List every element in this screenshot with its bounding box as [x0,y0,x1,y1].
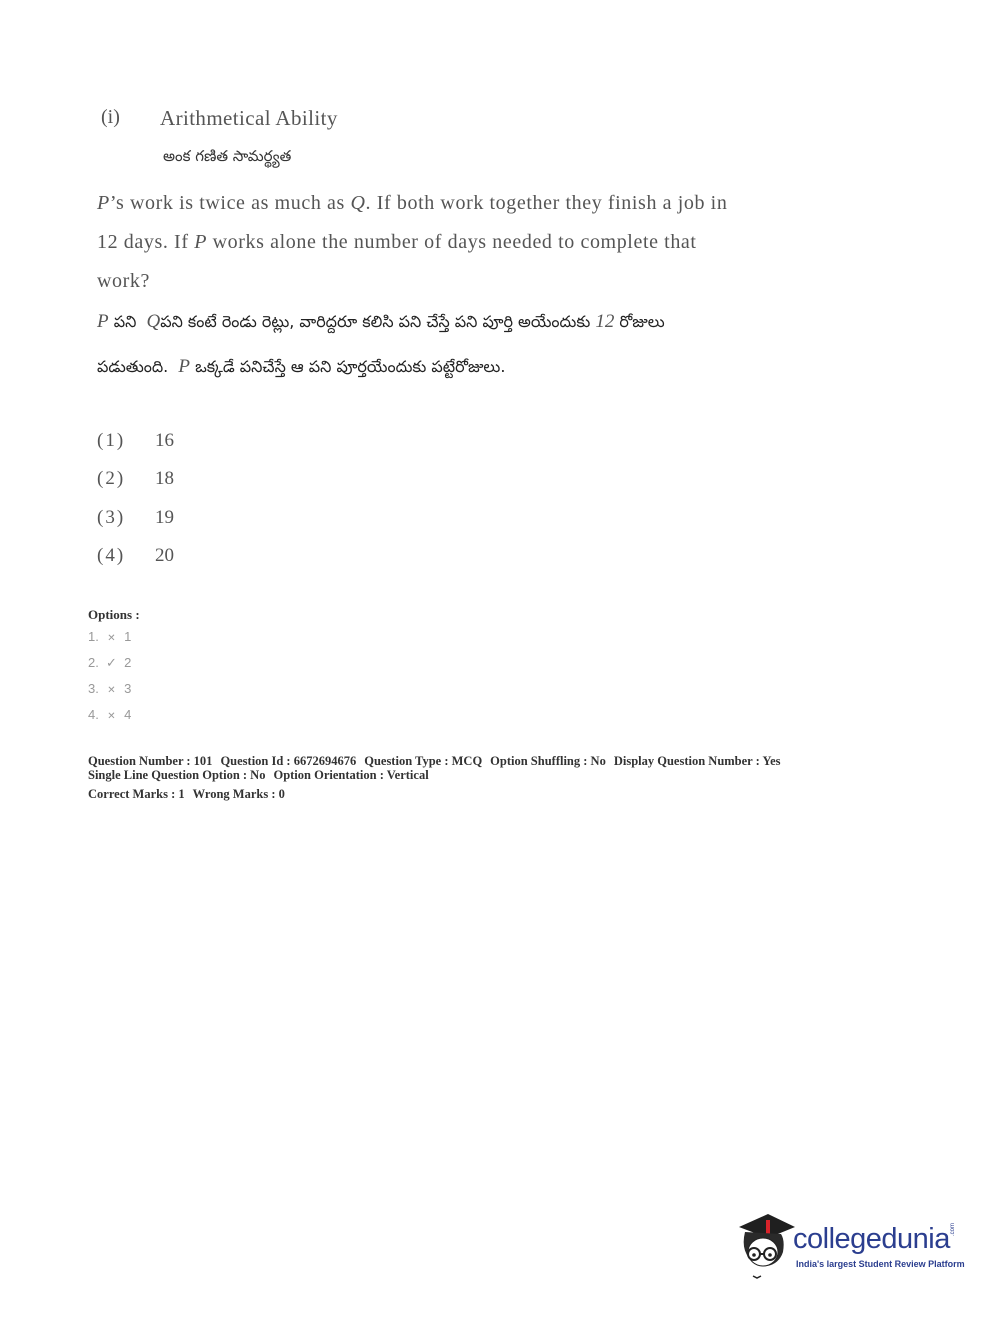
question-en-line-3: work? [97,270,150,292]
question-te-line-2: పడుతుంది. P ఒక్కడే పనిచేస్తే ఆ పని పూర్తయేందుకు పట్టేరోజులు. [97,356,506,377]
question-meta-line-1: Question Number : 101 Question Id : 6672694676 Question Type : MCQ Option Shuffling : No Display Question Number : Yes [88,754,781,768]
cross-icon: ✕ [107,685,116,696]
question-en-line-1: P’s work is twice as much as Q. If both work together they finish a job in [97,192,728,214]
answer-choice-1: (1) 16 [97,430,174,451]
option-item-3: 3. ✕ 3 [88,681,132,696]
answer-choice-3: (3) 19 [97,507,174,528]
question-meta-line-2: Single Line Question Option : No Option Orientation : Vertical [88,768,429,782]
answer-choice-4: (4) 20 [97,545,174,566]
section-number: (i) [101,106,120,128]
question-te-line-1: P పని Qపని కంటే రెండు రెట్లు, వారిద్దరూ కలిసి పని చేస్తే పని పూర్తి అయేందుకు 12 రోజులు [97,311,665,332]
check-icon: ✓ [106,655,117,670]
logo-tagline: India's largest Student Review Platform [796,1259,965,1269]
logo-suffix: .com [950,1222,956,1236]
answer-choice-2: (2) 18 [97,468,174,489]
cross-icon: ✕ [107,633,116,644]
logo-wordmark: collegedunia [793,1223,950,1255]
section-title: Arithmetical Ability [160,106,338,130]
section-subtitle-telugu: అంక గణిత సామర్థ్యత [163,147,292,165]
option-item-2: 2. ✓ 2 [88,655,132,670]
question-en-line-2: 12 days. If P works alone the number of days needed to complete that [97,231,697,253]
option-item-1: 1. ✕ 1 [88,629,132,644]
question-meta-line-3: Correct Marks : 1 Wrong Marks : 0 [88,787,285,801]
cross-icon: ✕ [107,711,116,722]
option-item-4: 4. ✕ 4 [88,707,132,722]
options-heading: Options : [88,607,140,622]
